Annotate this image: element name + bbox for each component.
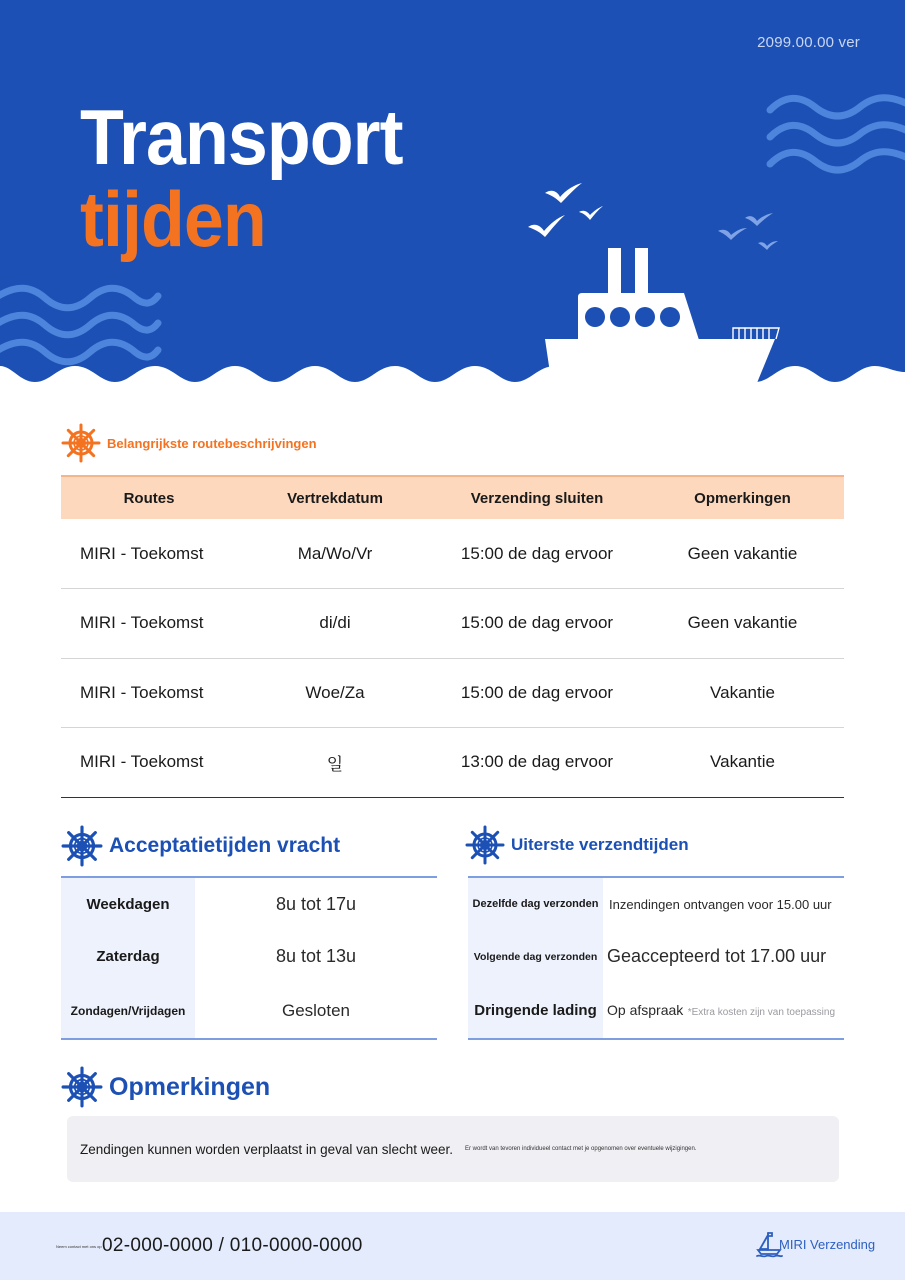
table-row [61, 519, 844, 589]
brand-logo [755, 1230, 875, 1258]
deadline-key: Volgende dag verzonden [468, 930, 603, 983]
cell-route: MIRI - Toekomst [61, 658, 237, 728]
acceptance-table [61, 876, 437, 1040]
table-row [61, 728, 844, 798]
notes-main-text: Zendingen kunnen worden verplaatst in geval van slecht weer. [80, 1141, 453, 1157]
acceptance-section-title: Acceptatietijden vracht [109, 834, 341, 857]
hero-banner [0, 0, 905, 400]
cell-route: MIRI - Toekomst [61, 589, 237, 659]
page-title-line1: Transport [80, 93, 403, 181]
acceptance-value: 8u tot 13u [275, 946, 357, 966]
acceptance-key: Zaterdag [61, 930, 195, 983]
acceptance-section-heading [61, 825, 340, 867]
table-row [61, 930, 437, 983]
deadline-section-heading [465, 825, 689, 865]
deadline-section-title: Uiterste verzendtijden [511, 835, 689, 854]
cell-remarks: Vakantie [641, 658, 844, 728]
cell-closing: 15:00 de dag ervoor [433, 658, 641, 728]
acceptance-value: 8u tot 17u [275, 893, 357, 914]
cell-departure: 일 [237, 728, 433, 798]
cell-closing: 13:00 de dag ervoor [433, 728, 641, 798]
acceptance-key: Zondagen/Vrijdagen [61, 983, 195, 1039]
table-row [61, 877, 437, 930]
table-row [468, 930, 844, 983]
acceptance-key: Weekdagen [61, 877, 195, 930]
ship-wheel-icon [61, 825, 103, 867]
cell-closing: 15:00 de dag ervoor [433, 519, 641, 589]
version-label: 2099.00.00 ver [757, 34, 860, 51]
cell-remarks: Geen vakantie [641, 589, 844, 659]
brand-name: MIRI Verzending [779, 1236, 876, 1252]
cell-departure: Ma/Wo/Vr [237, 519, 433, 589]
column-header-remarks: Opmerkingen [641, 476, 844, 519]
cell-closing: 15:00 de dag ervoor [433, 589, 641, 659]
routes-section-heading [61, 423, 317, 463]
deadline-value: Op afspraak [607, 1001, 684, 1018]
deadline-key: Dringende lading [468, 983, 603, 1039]
page-title-line2: tijden [80, 175, 266, 263]
deadline-key: Dezelfde dag verzonden [468, 877, 603, 930]
column-header-routes: Routes [61, 476, 237, 519]
routes-table [61, 475, 844, 798]
deadline-value: Inzendingen ontvangen voor 15.00 uur [609, 896, 832, 912]
table-header-row [61, 476, 844, 519]
table-row [61, 658, 844, 728]
table-row [468, 983, 844, 1039]
column-header-departure: Vertrekdatum [237, 476, 433, 519]
notes-box [67, 1116, 839, 1182]
cell-departure: Woe/Za [237, 658, 433, 728]
ship-wheel-icon [61, 423, 101, 463]
deadline-note: *Extra kosten zijn van toepassing [687, 1006, 836, 1018]
cell-departure: di/di [237, 589, 433, 659]
cell-route: MIRI - Toekomst [61, 728, 237, 798]
ship-wheel-icon [465, 825, 505, 865]
deadline-value-cell [603, 983, 844, 1039]
deadline-value: Geaccepteerd tot 17.00 uur [607, 946, 827, 966]
ship-wheel-icon [61, 1066, 103, 1108]
footer [0, 1212, 905, 1280]
contact-label: Neem contact met ons op [56, 1244, 102, 1249]
table-row [61, 589, 844, 659]
contact-phone: 02-000-0000 / 010-0000-0000 [102, 1235, 363, 1256]
notes-section-heading [61, 1066, 270, 1108]
column-header-closing: Verzending sluiten [433, 476, 641, 519]
routes-section-title: Belangrijkste routebeschrijvingen [107, 435, 317, 451]
table-row [61, 983, 437, 1039]
notes-small-text: Er wordt van tevoren individueel contact met je opgenomen over eventuele wijzigingen. [464, 1146, 697, 1152]
cell-remarks: Geen vakantie [641, 519, 844, 589]
cell-route: MIRI - Toekomst [61, 519, 237, 589]
deadline-table [468, 876, 844, 1040]
table-row [468, 877, 844, 930]
cell-remarks: Vakantie [641, 728, 844, 798]
notes-section-title: Opmerkingen [109, 1072, 271, 1101]
acceptance-value: Gesloten [281, 1000, 351, 1020]
